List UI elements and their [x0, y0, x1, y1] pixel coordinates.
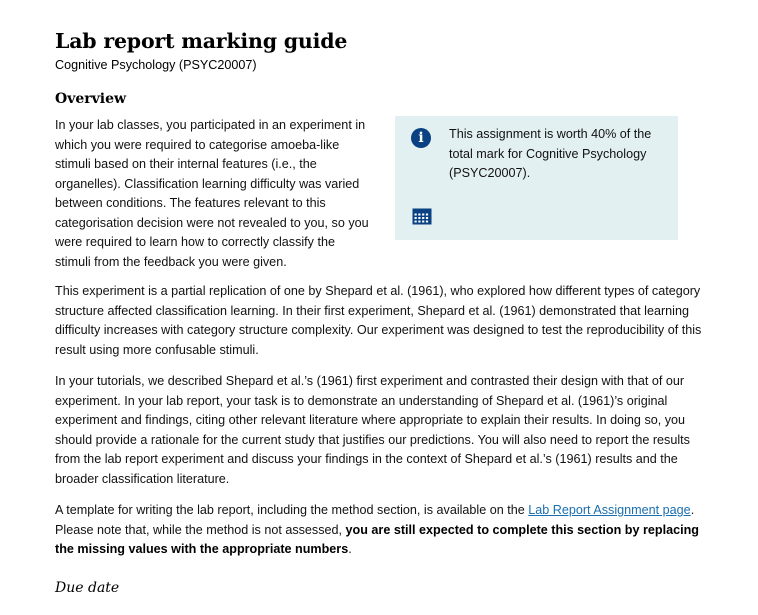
- course-subtitle: Cognitive Psychology (PSYC20007): [55, 58, 257, 72]
- paragraph-4-text-mid: . Please note that, while the method is not assessed,: [55, 503, 695, 537]
- due-date-heading: Due date: [55, 580, 120, 596]
- overview-paragraph-4: [55, 501, 705, 560]
- callout-text: This assignment is worth 40% of the total mark for Cognitive Psychology (PSYC20007).: [449, 127, 652, 180]
- overview-paragraph-1: In your lab classes, you participated in an experiment in which you were required to categorise amoeba-like stimuli based on their internal features (i.e., the organelles). Classification learning difficulty was varied between conditions. The features relevant to this categorisation decision were not revealed to you, so you were required to learn how to correctly classify the stimuli from the feedback you were given.: [55, 118, 369, 269]
- page-title: Lab report marking guide: [55, 29, 348, 53]
- paragraph-4-bold-text: you are still expected to complete this section by replacing the missing values with the appropriate numbers: [55, 522, 699, 556]
- overview-heading: Overview: [55, 91, 127, 107]
- paragraph-4-text-end: .: [348, 542, 352, 556]
- overview-paragraph-3: In your tutorials, we described Shepard et al.’s (1961) first experiment and contrasted their design with that of our experiment. In your lab report, your task is to demonstrate an understanding of Shepard et al. (1961)’s original experiment and findings, citing other relevant literature where appropriate to explain their results. In doing so, you should provide a rationale for the current study that justifies our predictions. You will also need to report the results from the lab report experiment and discuss your findings in the context of Shepard et al.’s (1961) results and the broader classification literature.: [55, 374, 690, 486]
- overview-paragraph-2: This experiment is a partial replication of one by Shepard et al. (1961), who explored how different types of category structure affected classification learning. In their first experiment, Shepard et al. (1961) demonstrated that learning difficulty increases with category structure complexity. Our experiment was designed to test the reproducibility of this result using more confusable stimuli.: [55, 284, 702, 357]
- calendar-icon: [412, 208, 432, 225]
- lab-report-assignment-link[interactable]: Lab Report Assignment page: [528, 503, 691, 517]
- paragraph-4-text: A template for writing the lab report, including the method section, is available on the: [55, 503, 529, 517]
- info-icon: i: [411, 128, 431, 148]
- info-callout: [395, 116, 678, 240]
